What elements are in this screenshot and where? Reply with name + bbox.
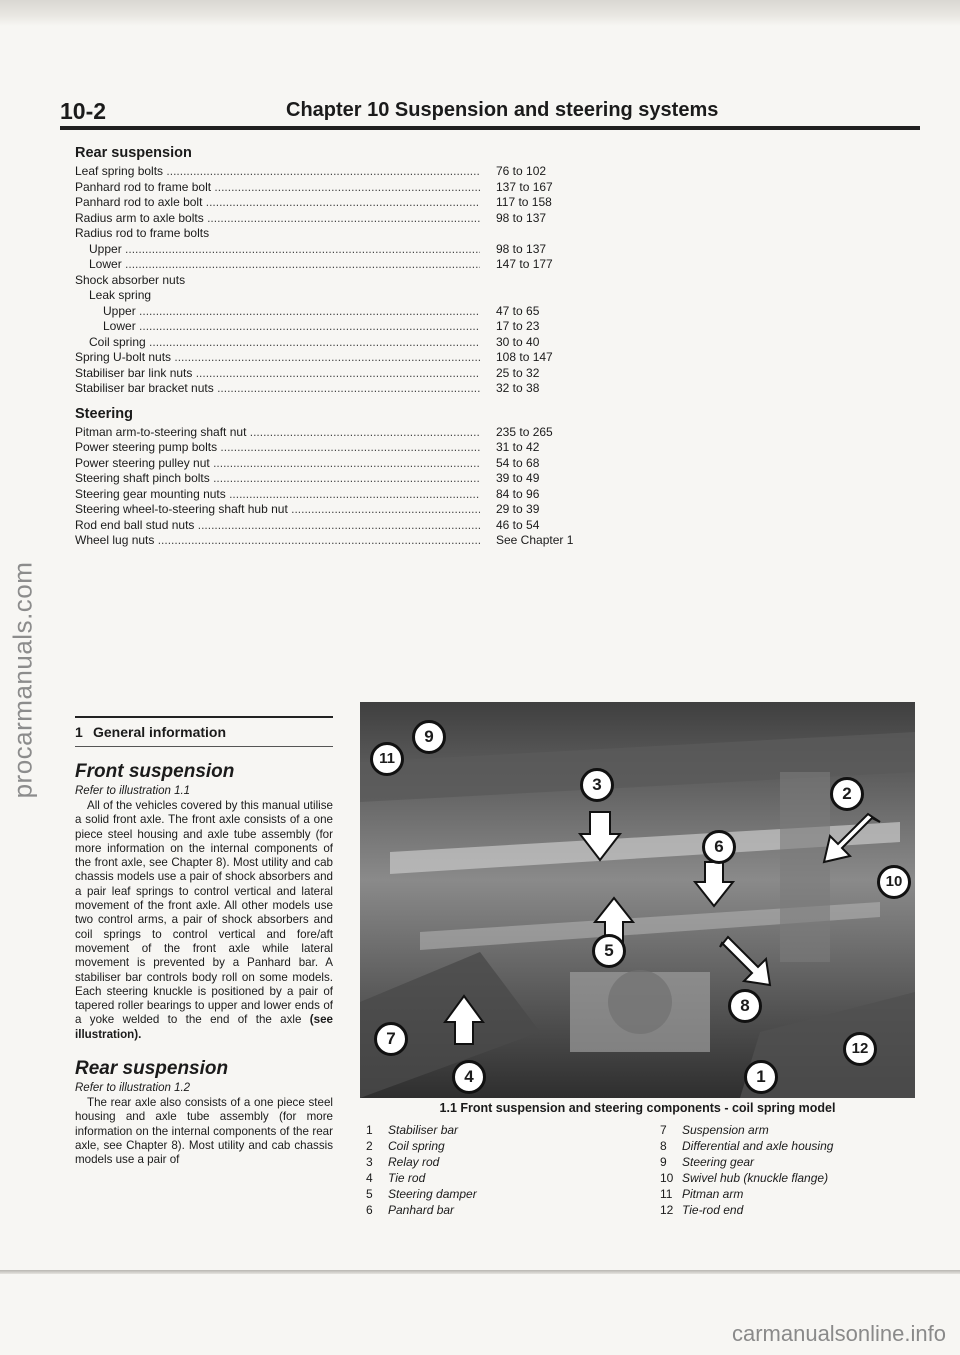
legend-text: Tie rod [388,1171,426,1185]
spec-value: 39 to 49 [496,471,540,485]
spec-value: 117 to 158 [496,195,552,209]
callout-12 [843,1032,877,1066]
legend-text: Suspension arm [682,1123,769,1137]
callout-label: 8 [740,996,750,1015]
spec-row [75,518,635,534]
suspension-photo [360,702,915,1098]
callout-label: 6 [714,837,724,856]
spec-group-row [75,288,635,304]
spec-label: Steering gear mounting nuts ..... [75,487,480,503]
spec-value: 46 to 54 [496,517,540,532]
legend-text: Pitman arm [682,1187,744,1201]
spec-value: 76 to 102 [496,164,547,178]
side-watermark [8,560,38,800]
legend-item [660,1123,769,1139]
legend-item [366,1203,454,1219]
callout-4 [452,1060,486,1094]
callout-6 [702,830,736,864]
spec-label: Panhard rod to axle bolt ..... [75,195,480,211]
legend-number: 12 [660,1203,674,1217]
spec-row [75,257,635,273]
spec-row [75,350,635,366]
legend-item [366,1139,445,1155]
spec-value: 84 to 96 [496,486,540,501]
spec-row [75,533,635,549]
spec-row [75,456,635,472]
callout-label: 2 [842,784,852,803]
legend-text: Coil spring [388,1139,445,1153]
spec-row [75,502,635,518]
spec-label: Radius arm to axle bolts ..... [75,211,480,227]
callout-label: 7 [386,1029,396,1048]
steering-spec-title: Steering [75,405,134,422]
spec-value: 235 to 265 [496,424,553,439]
spec-row [75,242,635,258]
callout-label: 9 [424,727,434,746]
general-information-section [75,716,333,1168]
legend-number: 1 [366,1123,373,1137]
legend-number: 9 [660,1155,667,1169]
illustration-reference: Refer to illustration 1.1 [75,785,191,797]
legend-item [366,1171,425,1187]
legend-number: 11 [660,1187,673,1201]
illustration-reference: Refer to illustration 1.2 [75,1082,191,1095]
spec-label: Lower ..... [75,257,480,273]
spec-row [75,304,635,320]
legend-text: Relay rod [388,1155,440,1169]
callout-label: 1 [756,1067,766,1086]
see-illustration-ref: (see illustration). [75,1013,333,1041]
spec-group-label: Leak spring [89,288,152,302]
legend-text: Stabiliser bar [388,1123,459,1137]
spec-group-row [75,226,635,242]
legend-item [660,1203,743,1219]
legend-text: Panhard bar [388,1203,455,1217]
front-suspension-paragraph [75,799,333,1042]
callout-label: 4 [464,1067,474,1086]
legend-text: Differential and axle housing [682,1139,834,1153]
spec-value: See Chapter 1 [496,533,574,547]
callout-9 [412,720,446,754]
legend-item [366,1123,458,1139]
section-number: 1 [75,724,83,740]
spec-label: Upper ..... [75,304,480,320]
rear-suspension-paragraph: The rear axle also consists of a one piece steel housing and axle tube assembly (for more information on the internal components of the rear axle, see Chapter 8). Most utility and cab chassis models use a pair of [75,1096,333,1167]
spec-row [75,425,635,441]
section-heading [75,724,333,740]
spec-label: Wheel lug nuts ..... [75,533,480,549]
spec-label: Power steering pump bolts ..... [75,440,480,456]
legend-item [366,1155,439,1171]
callout-label: 12 [851,1040,869,1057]
spec-label: Panhard rod to frame bolt ..... [75,180,480,196]
spec-group-row [75,273,635,289]
side-watermark-text: procarmanuals.com [7,561,38,799]
legend-number: 6 [366,1203,373,1217]
front-suspension-heading: Front suspension [75,761,235,782]
spec-row [75,381,635,397]
legend-number: 5 [366,1187,373,1201]
spec-label: Lower ..... [75,319,480,335]
page-header [60,98,920,128]
legend-number: 7 [660,1123,667,1137]
spec-value: 25 to 32 [496,365,540,380]
spec-label: Rod end ball stud nuts ..... [75,518,480,534]
spec-value: 54 to 68 [496,455,540,470]
page-number: 10-2 [60,98,107,124]
spec-row [75,366,635,382]
legend-item [660,1155,754,1171]
spec-row [75,319,635,335]
suspension-photo-illustration [360,702,915,1098]
callout-10 [877,865,911,899]
paragraph-text: All of the vehicles covered by this manual utilise a solid front axle. The front axle consists of a one piece steel housing and axle tube assembly (for more information on the internal components of the front axle, see Chapter 8). Most utility and cab chassis models use a pair of shock absorbers and a pair leaf springs to control vertical and lateral movement of the front axle. All other models use two control arms, a pair of shock absorbers and coil springs to control vertical and fore/aft movement of the front axle while lateral movement is prevented by a Panhard bar. A stabiliser bar controls body roll on some models. Each steering knuckle is positioned by a pair of tapered roller bearings to upper and lower ends of a yoke welded to the end of the axle [75,799,333,1027]
section-rule [75,716,333,718]
spec-value: 30 to 40 [496,334,540,349]
spec-row [75,180,635,196]
legend-number: 4 [366,1171,373,1185]
legend-number: 8 [660,1139,667,1153]
legend-text: Steering damper [388,1187,477,1201]
legend-number: 3 [366,1155,373,1169]
spec-row [75,335,635,351]
callout-2 [830,777,864,811]
spec-value: 31 to 42 [496,440,540,454]
spec-label: Leaf spring bolts ..... [75,164,480,180]
spec-label: Stabiliser bar link nuts ..... [75,366,480,382]
scan-edge [0,0,960,26]
bottom-rule [0,1270,960,1274]
bottom-watermark: carmanualsonline.info [731,1321,946,1346]
legend-item [366,1187,477,1203]
callout-label: 3 [592,775,602,794]
legend-number: 2 [366,1139,373,1153]
callout-1 [744,1060,778,1094]
section-rule [75,746,333,747]
spec-value: 147 to 177 [496,257,553,271]
spec-value: 137 to 167 [496,179,553,194]
spec-value: 47 to 65 [496,303,540,318]
spec-label: Spring U-bolt nuts ..... [75,350,480,366]
callout-3 [580,768,614,802]
spec-value: 29 to 39 [496,502,540,516]
legend-text: Swivel hub (knuckle flange) [682,1171,829,1185]
torque-specs [75,144,635,549]
legend-item [660,1187,743,1203]
spec-row [75,195,635,211]
section-title: General information [93,724,227,740]
spec-row [75,487,635,503]
callout-label: 5 [604,941,614,960]
callout-8 [728,989,762,1023]
spec-group-label: Shock absorber nuts [75,272,186,287]
spec-row [75,440,635,456]
legend-item [660,1139,833,1155]
figure-caption: 1.1 Front suspension and steering components - coil spring model [439,1101,836,1115]
spec-label: Stabiliser bar bracket nuts ..... [75,381,480,397]
spec-label: Pitman arm-to-steering shaft nut ..... [75,425,480,441]
spec-label: Steering shaft pinch bolts ..... [75,471,480,487]
rear-suspension-heading: Rear suspension [75,1058,229,1080]
legend-text: Steering gear [682,1155,755,1169]
spec-label: Upper ..... [75,242,480,258]
callout-11 [370,742,404,776]
callout-label: 10 [885,873,903,890]
chapter-title: Chapter 10 Suspension and steering systems [286,99,719,121]
spec-label: Power steering pulley nut ..... [75,456,480,472]
spec-row [75,164,635,180]
spec-value: 98 to 137 [496,241,547,256]
spec-value: 17 to 23 [496,319,540,333]
spec-value: 32 to 38 [496,381,540,395]
rear-suspension-spec-title: Rear suspension [75,145,192,161]
legend-text: Tie-rod end [682,1203,744,1217]
spec-label: Coil spring ..... [75,335,480,351]
spec-group-label: Radius rod to frame bolts [75,226,210,240]
callout-label: 11 [379,750,395,767]
spec-row [75,211,635,227]
legend-item [660,1171,828,1187]
header-rule [60,126,920,130]
spec-value: 108 to 147 [496,350,553,364]
spec-label: Steering wheel-to-steering shaft hub nut ..... [75,502,480,518]
callout-7 [374,1022,408,1056]
callout-5 [592,934,626,968]
spec-value: 98 to 137 [496,210,547,225]
spec-row [75,471,635,487]
legend-number: 10 [660,1171,674,1185]
